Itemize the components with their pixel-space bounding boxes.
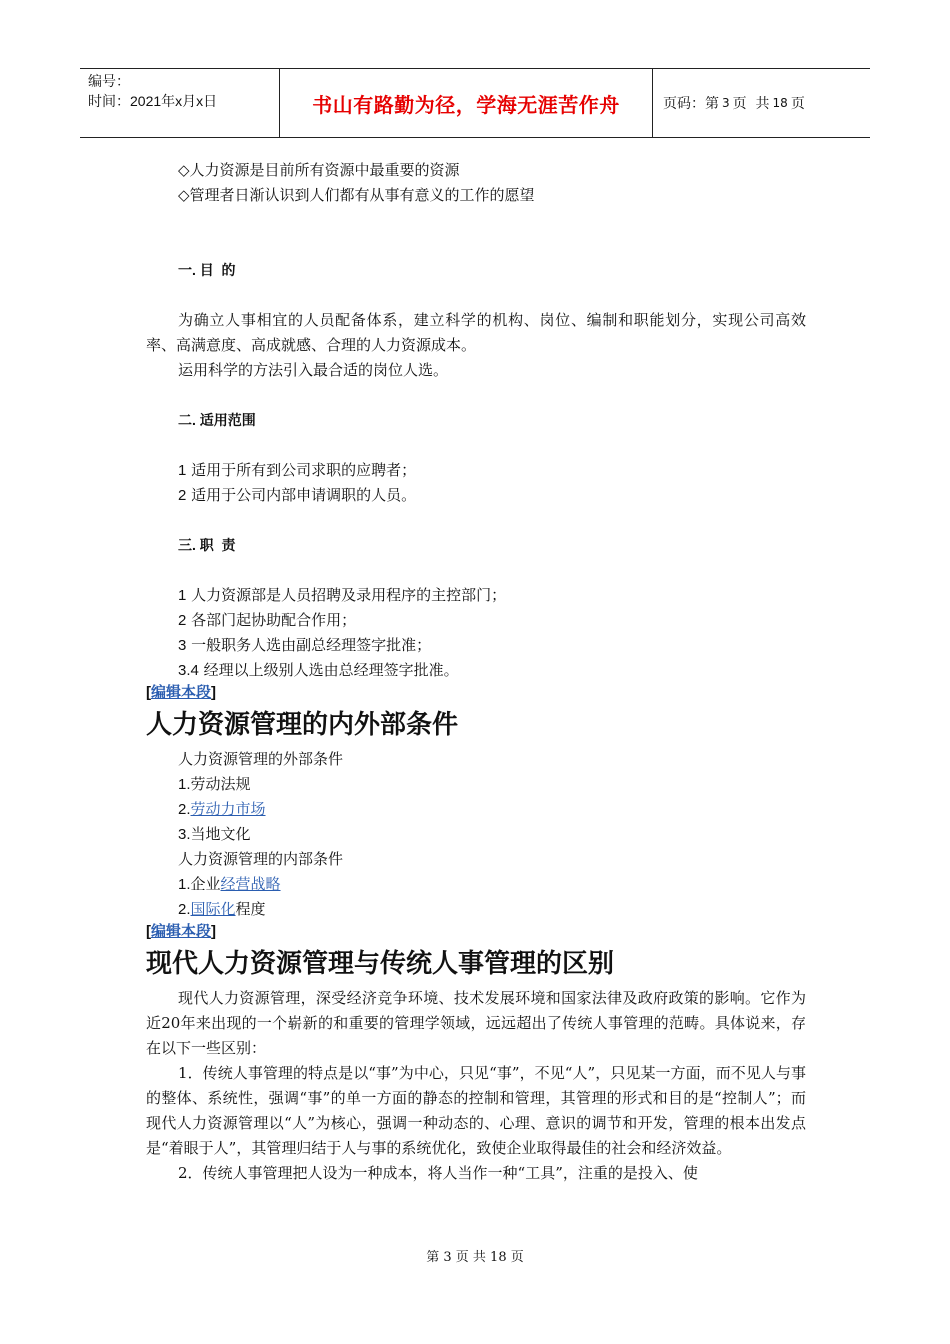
- duty-item-text: 各部门起协助配合作用；: [191, 611, 357, 629]
- difference-paragraph-3: 2．传统人事管理把人设为一种成本，将人当作一种“工具”，注重的是投入、使: [178, 1164, 698, 1182]
- section-title-duties: 三. 职 责: [178, 537, 236, 553]
- page-mid: 页 共: [732, 96, 770, 112]
- section-title-purpose: 一. 目 的: [178, 262, 236, 278]
- scope-item-number: 1: [178, 462, 187, 479]
- header-page-info: [653, 69, 870, 137]
- scope-item-text: 适用于所有到公司求职的应聘者；: [191, 461, 417, 479]
- document-body: [146, 158, 806, 1186]
- internal-item-number: 2.: [178, 901, 191, 918]
- purpose-paragraph-1: 为确立人事相宜的人员配备体系，建立科学的机构、岗位、编制和职能划分，实现公司高效率、高满意度、高成就感、合理的人力资源成本。: [146, 311, 806, 354]
- number-label: 编号：: [88, 73, 130, 89]
- internal-item: [146, 897, 806, 922]
- section-title-scope: 二. 适用范围: [178, 412, 256, 428]
- edit-section-anchor[interactable]: 编辑本段: [151, 684, 212, 701]
- purpose-paragraph-2: 运用科学的方法引入最合适的岗位人选。: [178, 361, 449, 379]
- scope-item: [146, 483, 806, 508]
- difference-paragraph-2: 1．传统人事管理的特点是以“事”为中心，只见“事”，不见“人”，只见某一方面，而不见人与事的整体、系统性，强调“事”的单一方面的静态的控制和管理，其管理的形式和目的是“控制人”；而现代人力资源管理以“人”为核心，强调一种动态的、心理、意识的调节和开发，管理的根本出发点是“着眼于人”，其管理归结于人与事的系统优化，致使企业取得最佳的社会和经济效益。: [146, 1064, 806, 1157]
- external-item: [146, 822, 806, 847]
- header-meta: [80, 69, 280, 137]
- internal-item-number: 1.: [178, 876, 191, 893]
- page-footer: 第 3 页 共 18 页: [426, 1250, 524, 1265]
- external-item-number: 1.: [178, 776, 191, 793]
- internal-item-prefix: 企业: [190, 875, 221, 893]
- duty-item: [146, 658, 806, 683]
- page-end: 页: [790, 96, 805, 112]
- page-number: 3: [722, 96, 730, 110]
- duty-item-number: 2: [178, 612, 187, 629]
- edit-section-link-2: [编辑本段]: [146, 923, 217, 940]
- intro-line-2: ◇管理者日渐认识到人们都有从事有意义的工作的愿望: [178, 186, 535, 204]
- page-total: 18: [772, 96, 788, 110]
- duty-item-number: 3.4: [178, 662, 199, 679]
- duty-item-number: 3: [178, 637, 187, 654]
- duty-item-text: 经理以上级别人选由总经理签字批准。: [203, 661, 459, 679]
- edit-section-link-1: [编辑本段]: [146, 684, 217, 701]
- internal-conditions-title: 人力资源管理的内部条件: [178, 850, 344, 868]
- labor-market-link[interactable]: 劳动力市场: [190, 800, 266, 818]
- external-item-number: 3.: [178, 826, 191, 843]
- header-motto: 书山有路勤为径，学海无涯苦作舟: [312, 92, 620, 117]
- scope-item: [146, 458, 806, 483]
- duty-item: [146, 608, 806, 633]
- business-strategy-link[interactable]: 经营战略: [220, 875, 281, 893]
- time-label: 时间：2021年x月x日: [88, 93, 218, 109]
- duty-item-number: 1: [178, 587, 187, 604]
- difference-paragraph-1: 现代人力资源管理，深受经济竞争环境、技术发展环境和国家法律及政府政策的影响。它作为近20年来出现的一个崭新的和重要的管理学领域，远远超出了传统人事管理的范畴。具体说来，存在以下一些区别：: [146, 989, 806, 1057]
- duty-item-text: 一般职务人选由副总经理签字批准；: [191, 636, 432, 654]
- heading-conditions: 人力资源管理的内外部条件: [146, 710, 459, 740]
- external-item-number: 2.: [178, 801, 191, 818]
- duty-item: [146, 633, 806, 658]
- external-item: [146, 797, 806, 822]
- page-label: 页码：第: [663, 96, 719, 112]
- header-motto-cell: [280, 69, 653, 137]
- edit-section-anchor[interactable]: 编辑本段: [151, 923, 212, 940]
- scope-item-number: 2: [178, 487, 187, 504]
- scope-item-text: 适用于公司内部申请调职的人员。: [191, 486, 417, 504]
- page-header: [80, 68, 870, 138]
- external-item-text: 当地文化: [190, 825, 251, 843]
- internal-item-suffix: 程度: [235, 900, 266, 918]
- external-item: [146, 772, 806, 797]
- external-conditions-title: 人力资源管理的外部条件: [178, 750, 344, 768]
- duty-item-text: 人力资源部是人员招聘及录用程序的主控部门；: [191, 586, 507, 604]
- internal-item: [146, 872, 806, 897]
- intro-line-1: ◇人力资源是目前所有资源中最重要的资源: [178, 161, 460, 179]
- heading-differences: 现代人力资源管理与传统人事管理的区别: [146, 949, 615, 979]
- internationalization-link[interactable]: 国际化: [190, 900, 236, 918]
- duty-item: [146, 583, 806, 608]
- external-item-text: 劳动法规: [190, 775, 251, 793]
